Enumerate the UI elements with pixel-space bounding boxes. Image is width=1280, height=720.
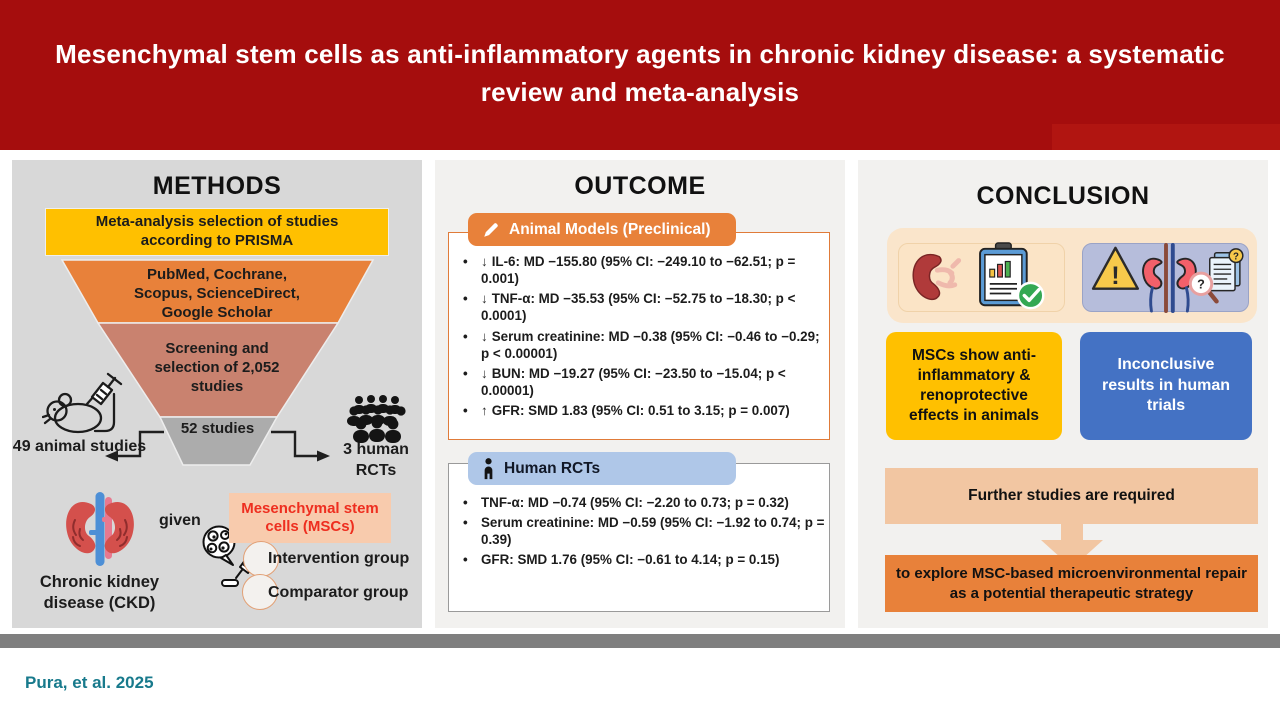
banner-accent-strip [1052, 124, 1280, 150]
outcome-bullet [455, 365, 825, 399]
outcome-panel [435, 160, 845, 628]
kidney-warning-question-icon [1086, 243, 1246, 313]
funnel-result-label: 52 studies [180, 420, 255, 437]
animal-evidence-illustration [898, 243, 1065, 312]
outcome-stats: : MD −155.80 (95% CI: −249.10 to −62.51; p = 0.001) [481, 254, 796, 287]
outcome-bullet [455, 494, 825, 511]
outcome-title: OUTCOME [574, 172, 706, 200]
human-rcts-header [468, 452, 736, 485]
outcome-bullet [455, 253, 825, 287]
outcome-stats: : SMD 1.83 (95% CI: 0.51 to 3.15; p = 0.007) [519, 403, 790, 419]
animal-models-header-label: Animal Models (Preclinical) [509, 220, 711, 238]
outcome-bullet [455, 551, 825, 568]
outcome-term: BUN [491, 365, 521, 381]
trend-arrow: ↓ [481, 365, 488, 381]
outcome-bullet [455, 514, 825, 548]
pencil-icon [482, 221, 500, 239]
animal-models-header [468, 213, 736, 246]
msc-box: Mesenchymal stem cells (MSCs) [229, 493, 391, 543]
outcome-term: GFR [491, 403, 520, 419]
animal-studies-count: 49 animal studies [12, 438, 147, 455]
right-arrowhead-icon [317, 451, 330, 462]
outcome-term: Serum creatinine [491, 328, 601, 344]
citation: Pura, et al. 2025 [25, 673, 154, 692]
intervention-group-label: Intervention group [268, 550, 410, 567]
kidney-report-check-icon [902, 243, 1062, 313]
human-finding-box: Inconclusive results in human trials [1080, 332, 1252, 440]
warning-glyph: ! [1110, 261, 1120, 290]
human-uncertainty-illustration [1082, 243, 1249, 312]
outcome-term: TNF-α [481, 495, 520, 510]
magnifier-question-glyph: ? [1196, 277, 1205, 292]
outcome-bullet [455, 328, 825, 362]
outcome-stats: : SMD 1.76 (95% CI: −0.61 to 4.14; p = 0.15) [509, 552, 780, 568]
further-studies-box: Further studies are required [885, 468, 1258, 524]
comparator-group-label: Comparator group [268, 584, 409, 601]
title-banner [0, 0, 1280, 150]
outcome-stats: : MD −35.53 (95% CI: −52.75 to −18.30; p < 0.0001) [481, 291, 796, 324]
crowd-icon [344, 393, 410, 445]
human-rcts-count: 3 human RCTs [343, 441, 409, 479]
outcome-stats: : MD −0.59 (95% CI: −1.92 to 0.74; p = 0.39) [481, 515, 825, 548]
methods-title: METHODS [152, 172, 282, 200]
given-label: given [159, 512, 201, 529]
trend-arrow: ↓ [481, 291, 488, 307]
trend-arrow: ↓ [481, 328, 488, 344]
human-bullet-list [455, 494, 825, 572]
page-title: Mesenchymal stem cells as anti-inflammatory agents in chronic kidney disease: a systematic review and meta-analysis [55, 39, 1225, 107]
outcome-bullet [455, 290, 825, 324]
outcome-term: GFR [481, 552, 510, 568]
person-icon [482, 458, 495, 480]
conclusion-panel [858, 160, 1268, 628]
prisma-box: Meta-analysis selection of studies according to PRISMA [45, 208, 389, 256]
outcome-stats: : MD −0.74 (95% CI: −2.20 to 0.73; p = 0.32) [519, 495, 789, 510]
outcome-term: TNF-α [491, 291, 531, 307]
trend-arrow: ↑ [481, 403, 488, 419]
ckd-label: Chronic kidney disease (CKD) [39, 573, 160, 613]
footer-divider [0, 634, 1280, 648]
animal-finding-box: MSCs show anti-inflammatory & renoprotective effects in animals [886, 332, 1062, 440]
outcome-term: Serum creatinine [481, 515, 590, 531]
outcome-term: IL-6 [491, 254, 516, 269]
conclusion-title: CONCLUSION [976, 182, 1150, 210]
funnel-sources-label: PubMed, Cochrane, Scopus, ScienceDirect, Google Scholar [134, 266, 300, 321]
kidneys-icon [60, 490, 140, 570]
doc-question-glyph: ? [1232, 251, 1239, 263]
funnel-screening-label: Screening and selection of 2,052 studies [154, 340, 280, 395]
outcome-stats: : MD −19.27 (95% CI: −23.50 to −15.04; p < 0.00001) [481, 365, 786, 399]
outcome-stats: : MD −0.38 (95% CI: −0.46 to −0.29; p < 0.00001) [481, 328, 820, 361]
methods-panel [12, 160, 422, 628]
animal-bullet-list [455, 253, 825, 422]
explore-strategy-box: to explore MSC-based microenvironmental repair as a potential therapeutic strategy [885, 555, 1258, 612]
mouse-syringe-icon [42, 370, 126, 440]
trend-arrow: ↓ [481, 254, 488, 269]
human-rcts-header-label: Human RCTs [504, 459, 601, 477]
outcome-bullet [455, 402, 825, 419]
